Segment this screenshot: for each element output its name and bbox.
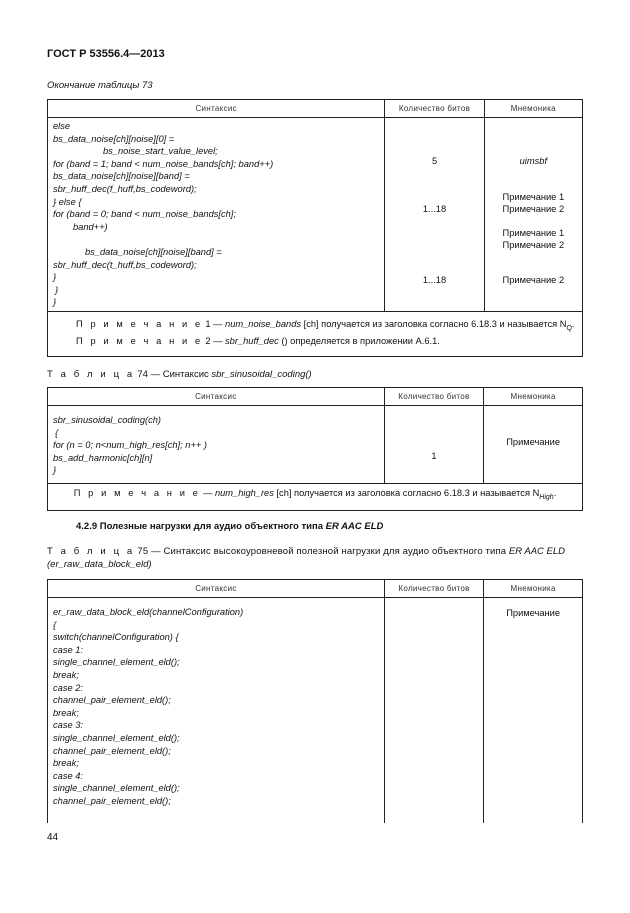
code-line: single_channel_element_eld(); [53,657,180,668]
note-row [48,311,583,356]
page-number: 44 [47,832,59,843]
code-line: switch(channelConfiguration) { [53,632,179,643]
code-line: break; [53,707,79,718]
code-line: bs_add_harmonic[ch][n] [53,452,153,463]
bits-value: 1...18 [422,204,447,214]
bits-value: 5 [431,156,438,166]
note-row [48,483,583,510]
bits-value: 1 [431,451,437,461]
table-row [48,406,583,484]
mnemonic-value: Примечание [506,437,561,447]
table-header-row [48,100,583,118]
code-line: band++) [73,221,108,232]
table-header-row [48,580,583,598]
table74-caption: Т а б л и ц а 74 — Синтаксис sbr_sinusoidal_coding() [47,369,312,380]
table-75 [47,579,583,823]
mnemonic-value: Примечание 1 [502,228,565,238]
mnemonic-cell [484,406,583,484]
mnemonic-value: Примечание 2 [502,240,565,250]
code-line [53,233,384,246]
table-row [48,118,583,312]
note-2: П р и м е ч а н и е 2 — sbr_huff_dec () определяется в приложении А.6.1. [76,335,440,346]
code-line: sbr_huff_dec(t_huff,bs_codeword); [53,259,197,270]
mnemonic-value: Примечание [506,608,561,618]
note-1: П р и м е ч а н и е 1 — num_noise_bands [ch] получается из заголовка согласно 6.18.3 и называется $N_Q$. [76,318,575,332]
code-line: { [55,427,59,438]
code-line: er_raw_data_block_eld(channelConfiguration) [53,607,244,617]
code-line: break; [53,758,79,769]
code-line: channel_pair_element_eld(); [53,745,171,756]
table-row [48,598,583,824]
code-line: case 3: [53,720,83,731]
code-line: } else { [53,196,82,207]
mnemonic-value: Примечание 2 [502,275,565,285]
syntax-cell [48,598,385,824]
mnemonic-cell [484,598,583,824]
col-header-mnemonic: Мнемоника [484,388,583,406]
code-line: for (band = 1; band < num_noise_bands[ch]; band++) [53,158,274,169]
code-line: } [55,284,59,295]
bits-value: 1...18 [422,275,447,285]
col-header-mnemonic: Мнемоника [484,580,583,598]
mnemonic-cell [484,118,582,312]
document-id: ГОСТ Р 53556.4—2013 [47,48,165,60]
code-line: } [53,272,57,283]
syntax-cell [48,118,385,312]
code-line: } [53,297,57,308]
bits-cell [384,598,483,824]
code-line: channel_pair_element_eld(); [53,695,171,706]
code-line: channel_pair_element_eld(); [53,795,171,806]
code-line: bs_noise_start_value_level; [103,146,218,157]
col-header-mnemonic: Мнемоника [484,100,582,118]
col-header-bits: Количество битов [385,100,484,118]
table-73 [47,99,583,357]
bits-cell [384,406,484,484]
table-74 [47,387,583,511]
code-line: } [53,465,57,476]
code-line: case 1: [53,644,83,655]
code-line: for (n = 0; n<num_high_res[ch]; n++ ) [53,440,208,451]
code-line: { [53,619,57,630]
code-line: sbr_sinusoidal_coding(ch) [53,415,162,425]
code-line: break; [53,669,79,680]
code-line: bs_data_noise[ch][noise][0] = [53,133,175,144]
col-header-bits: Количество битов [384,388,484,406]
code-line: single_channel_element_eld(); [53,783,180,794]
col-header-syntax: Синтаксис [48,580,385,598]
table-header-row [48,388,583,406]
mnemonic-value: Примечание 2 [502,204,565,214]
bits-cell [385,118,484,312]
syntax-cell [48,406,385,484]
col-header-bits: Количество битов [384,580,483,598]
code-line: for (band = 0; band < num_noise_bands[ch]; [53,209,236,220]
code-line: single_channel_element_eld(); [53,732,180,743]
notes-cell [48,311,583,356]
code-line: sbr_huff_dec(f_huff,bs_codeword); [53,183,197,194]
code-line: case 2: [53,682,83,693]
col-header-syntax: Синтаксис [48,100,385,118]
col-header-syntax: Синтаксис [48,388,385,406]
notes-cell [48,483,583,510]
section-heading: 4.2.9 Полезные нагрузки для аудио объектного типа ER AAC ELD [76,521,384,532]
table75-caption: Т а б л и ц а 75 — Синтаксис высокоуровневой полезной нагрузки для аудио объектного типа ER AAC ELD (er_raw_data_block_eld) [47,546,566,570]
code-line: case 4: [53,770,83,781]
code-line: else [53,121,71,131]
table73-caption: Окончание таблицы 73 [47,80,153,91]
note: П р и м е ч а н и е — num_high_res [ch] получается из заголовка согласно 6.18.3 и называется $N_{High}$. [73,487,557,501]
code-line: bs_data_noise[ch][noise][band] = [53,171,190,182]
code-line: bs_data_noise[ch][noise][band] = [85,246,222,257]
mnemonic-value: uimsbf [519,156,548,166]
mnemonic-value: Примечание 1 [502,192,565,202]
